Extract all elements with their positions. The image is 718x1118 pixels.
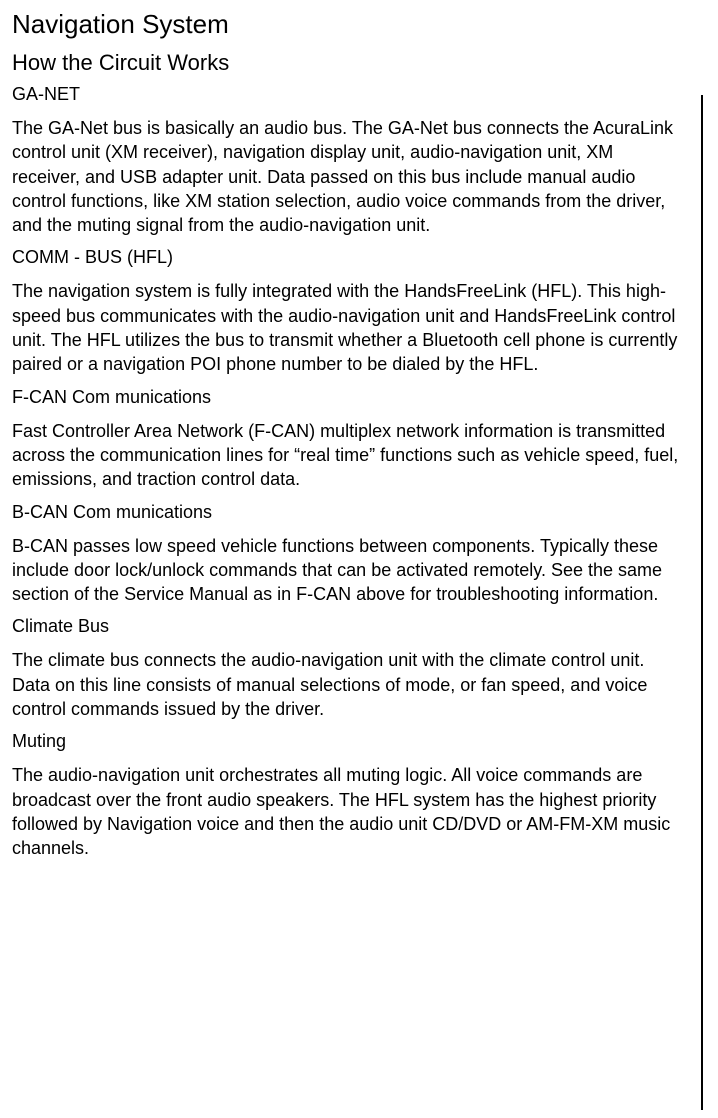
section-muting	[12, 730, 684, 860]
section-body: The climate bus connects the audio-navigation unit with the climate control unit. Data on this line consists of manual selections of mode, or fan speed, and voice control commands issued by the driver.	[12, 650, 648, 720]
document-page	[12, 8, 684, 870]
section-climate-bus	[12, 615, 684, 721]
section-body: The audio-navigation unit orchestrates all muting logic. All voice commands are broadcast over the front audio speakers. The HFL system has the highest priority followed by Navigation voice and then the audio unit CD/DVD or AM-FM-XM music channels.	[12, 765, 671, 859]
section-b-can	[12, 501, 684, 607]
section-body: The navigation system is fully integrated with the HandsFreeLink (HFL). This high-speed bus communicates with the audio-navigation unit and HandsFreeLink control unit. The HFL utilizes the bus to transmit whether a Bluetooth cell phone is currently paired or a navigation POI phone number to be dialed by the HFL.	[12, 281, 678, 375]
page-subtitle: How the Circuit Works	[12, 50, 230, 75]
section-heading: Climate Bus	[12, 616, 110, 637]
section-body: The GA-Net bus is basically an audio bus. The GA-Net bus connects the AcuraLink control unit (XM receiver), navigation display unit, audio-navigation unit, XM receiver, and USB adapter unit. Data passed on this bus include manual audio control functions, like XM station selection, audio voice commands from the driver, and the muting signal from the audio-navigation unit.	[12, 118, 674, 236]
margin-rule	[701, 95, 703, 1110]
section-heading: GA-NET	[12, 84, 81, 104]
section-heading: COMM - BUS (HFL)	[12, 247, 173, 268]
section-heading: Muting	[12, 731, 67, 752]
section-heading: B-CAN Com munications	[12, 501, 213, 522]
section-body: B-CAN passes low speed vehicle functions between components. Typically these include door lock/unlock commands that can be activated remotely. See the same section of the Service Manual as in F-CAN above for troubleshooting information.	[12, 535, 663, 605]
section-f-can	[12, 386, 684, 492]
page-title: Navigation System	[12, 9, 229, 39]
section-body: Fast Controller Area Network (F-CAN) multiplex network information is transmitted across the communication lines for “real time” functions such as vehicle speed, fuel, emissions, and traction control data.	[12, 420, 679, 490]
section-ga-net	[12, 83, 684, 237]
section-heading: F-CAN Com munications	[12, 386, 212, 407]
section-comm-bus	[12, 246, 684, 376]
